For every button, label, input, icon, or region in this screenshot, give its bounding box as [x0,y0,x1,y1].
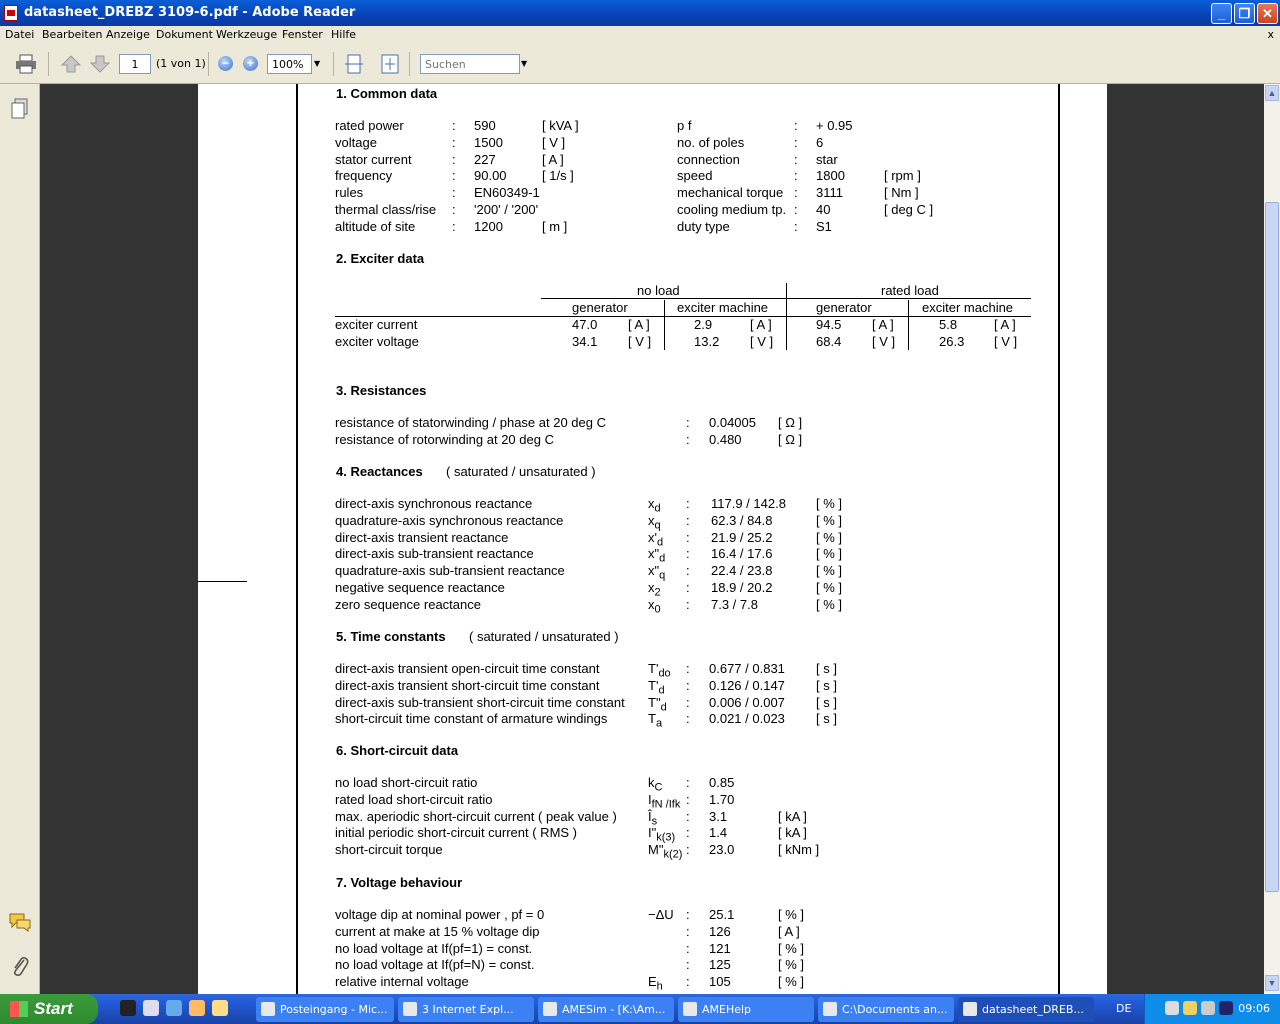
task-amehelp[interactable]: AMEHelp [678,997,814,1022]
parameter-label: no load voltage at If(pf=N) = const. [335,957,535,973]
exciter-value: 2.9 [694,317,713,332]
parameter-label: no load short-circuit ratio [335,775,478,790]
search-input[interactable] [420,54,520,74]
parameter-symbol [648,842,682,863]
zoom-input[interactable] [267,54,312,74]
resistance-unit: [ Ω ] [778,432,803,447]
parameter-label: initial periodic short-circuit current ( RMS ) [335,825,578,841]
spec-separator: : [794,151,798,167]
parameter-label: direct-axis transient short-circuit time constant [335,677,600,693]
spec-value: '200' / '200' [474,202,539,217]
parameter-value: 0.85 [709,775,735,790]
symbol-subscript: fk [671,798,681,811]
amehelp-icon [683,1002,697,1016]
symbol-text: T" [648,694,661,710]
exciter-value: 13.2 [694,334,720,349]
symbol-text: I" [648,825,657,841]
spec-unit: [ kVA ] [542,118,579,133]
symbol-subscript: d [654,502,661,515]
spec-value: EN60349-1 [474,185,540,201]
symbol-subscript: k(2) [663,848,683,861]
symbol-text: I [648,791,652,807]
parameter-unit: [ % ] [778,957,805,973]
zoom-dropdown-icon[interactable]: ▼ [314,59,321,68]
symbol-text: T' [648,661,659,676]
symbol-subscript: do [658,667,671,680]
section-heading: 7. Voltage behaviour [336,875,463,890]
parameter-unit: [ % ] [816,580,843,595]
generator-header: generator [816,300,872,315]
document-close-icon[interactable]: x [1267,28,1274,41]
scroll-thumb[interactable] [1265,202,1279,892]
parameter-separator: : [686,496,690,511]
spec-label: no. of poles [677,134,745,150]
resistance-value: 0.04005 [709,415,756,430]
parameter-label: direct-axis synchronous reactance [335,496,533,511]
symbol-text: E [648,974,657,990]
parameter-label: direct-axis sub-transient reactance [335,546,534,562]
page-count-label: (1 von 1) [156,57,206,70]
toolbar-separator [333,52,334,76]
spec-label: connection [677,151,740,167]
spec-unit: [ Nm ] [884,185,919,201]
exciter-row-label: exciter current [335,317,418,332]
scroll-up-icon[interactable]: ▲ [1265,85,1279,101]
menu-datei[interactable]: Datei [5,28,35,41]
task-internet-explorer[interactable]: 3 Internet Expl... [398,997,534,1022]
spec-value: star [816,151,838,167]
parameter-unit: [ % ] [816,529,843,545]
parameter-separator: : [686,974,690,990]
symbol-subscript: q [659,569,666,582]
section-note: ( saturated / unsaturated ) [469,629,619,644]
task-amesim[interactable]: AMESim - [K:\Am... [538,997,674,1022]
attachments-icon[interactable] [10,954,30,978]
exciter-value: 94.5 [816,317,842,332]
parameter-unit: [ % ] [778,907,805,922]
scroll-down-icon[interactable]: ▼ [1265,975,1279,991]
parameter-separator: : [686,711,690,727]
parameter-separator: : [686,825,690,841]
spec-label: rules [335,185,364,201]
exciter-unit: [ V ] [628,334,652,349]
symbol-text: x [648,496,655,511]
parameter-label: direct-axis sub-transient short-circuit time constant [335,694,625,710]
parameter-separator: : [686,957,690,973]
fit-width-icon[interactable] [379,54,401,74]
symbol-subscript: fN /I [651,798,672,811]
toolbar [0,44,1280,84]
internet-explorer-icon[interactable] [166,1000,182,1016]
parameter-label: voltage dip at nominal power , pf = 0 [335,907,545,922]
spec-value: 590 [474,118,496,133]
parameter-unit: [ s ] [816,694,837,710]
spec-separator: : [794,168,798,184]
parameter-value: 1.4 [709,825,728,841]
symbol-subscript: h [656,980,663,993]
zoom-in-icon[interactable]: + [243,56,258,71]
section-heading: 1. Common data [336,86,438,101]
parameter-unit: [ % ] [816,546,843,562]
spec-value: 227 [474,151,496,167]
toolbar-separator [208,52,209,76]
parameter-separator: : [686,563,690,579]
parameter-unit: [ % ] [778,974,805,990]
tray-icon[interactable] [1183,1001,1197,1015]
resistance-separator: : [686,432,690,447]
spec-value: 3111 [816,185,843,201]
spec-separator: : [794,185,798,201]
parameter-value: 125 [709,957,731,973]
spec-separator: : [452,118,456,133]
symbol-text: x [648,512,655,528]
spec-separator: : [794,202,798,217]
symbol-subscript: q [654,519,661,532]
exciter-value: 26.3 [939,334,965,349]
page-number-input[interactable] [119,54,151,74]
resistance-label: resistance of rotorwinding at 20 deg C [335,432,554,447]
spec-unit: [ deg C ] [884,202,934,217]
parameter-unit: [ % ] [816,563,843,579]
spec-separator: : [452,134,456,150]
menu-dokument[interactable]: Dokument [156,28,213,41]
section-heading: 4. Reactances [336,464,423,479]
spec-separator: : [452,151,456,167]
spec-label: duty type [677,218,730,234]
network-icon[interactable] [1165,1001,1179,1015]
parameter-label: no load voltage at If(pf=1) = const. [335,940,533,956]
exciter-unit: [ A ] [628,317,650,332]
symbol-subscript: s [651,815,658,828]
exciter-unit: [ V ] [872,334,896,349]
parameter-label: direct-axis transient reactance [335,529,509,545]
column-rule [664,300,665,350]
audio-icon[interactable] [1219,1001,1233,1015]
task-documents-folder[interactable]: C:\Documents an... [818,997,954,1022]
folder-icon [823,1002,837,1016]
spec-separator: : [452,185,456,201]
task-outlook[interactable]: Posteingang - Mic... [256,997,394,1022]
symbol-text: k [648,775,655,790]
parameter-value: 16.4 / 17.6 [711,546,773,562]
parameter-unit: [ % ] [816,496,843,511]
zoom-out-icon[interactable]: − [218,56,233,71]
cmd-icon[interactable] [120,1000,136,1016]
parameter-unit: [ s ] [816,677,837,693]
parameter-separator: : [686,580,690,595]
parameter-label: relative internal voltage [335,974,469,990]
parameter-value: 3.1 [709,808,728,824]
symbol-text: x [648,596,655,612]
spec-value: 1800 [816,168,845,184]
resistance-label: resistance of statorwinding / phase at 20 deg C [335,415,606,430]
symbol-text: −ΔU [648,907,674,922]
close-button[interactable]: ✕ [1257,3,1278,24]
parameter-unit: [ kA ] [778,825,807,841]
symbol-text: x" [648,563,660,579]
parameter-unit: [ A ] [778,923,800,939]
spec-separator: : [794,118,798,133]
symbol-text: T [648,711,656,727]
parameter-value: 25.1 [709,907,735,922]
parameter-value: 0.126 / 0.147 [709,677,785,693]
pdf-page [198,84,1107,994]
menu-bar [0,26,1280,44]
spec-separator: : [794,134,798,150]
symbol-subscript: a [655,717,663,730]
parameter-separator: : [686,808,690,824]
parameter-label: max. aperiodic short-circuit current ( peak value ) [335,808,617,824]
resistance-value: 0.480 [709,432,742,447]
spec-value: S1 [816,218,832,234]
search-dropdown-icon[interactable]: ▼ [521,59,528,68]
header-rule [335,316,1031,317]
spec-unit: [ rpm ] [884,168,921,184]
title-bar [0,0,1280,26]
task-adobe-reader[interactable]: datasheet_DREB... [958,997,1094,1022]
parameter-label: rated load short-circuit ratio [335,791,493,807]
spec-value: 1200 [474,218,503,234]
generator-header: generator [572,300,628,315]
parameter-symbol [648,597,661,618]
symbol-text: x" [648,546,660,562]
parameter-separator: : [686,842,690,858]
parameter-symbol [648,974,663,994]
section-heading: 6. Short-circuit data [336,743,459,758]
parameter-separator: : [686,791,690,807]
outlook-icon [261,1002,275,1016]
parameter-value: 117.9 / 142.8 [711,496,786,511]
parameter-label: negative sequence reactance [335,580,505,595]
symbol-subscript: d [658,684,665,697]
parameter-value: 7.3 / 7.8 [711,596,758,612]
symbol-text: x' [648,529,657,545]
symbol-text: x [648,580,655,595]
spec-separator: : [452,202,456,217]
exciter-value: 68.4 [816,334,842,349]
spec-label: cooling medium tp. [677,202,787,217]
column-rule [908,300,909,350]
spec-label: altitude of site [335,218,416,234]
display-icon[interactable] [1201,1001,1215,1015]
parameter-symbol [648,907,674,928]
parameter-separator: : [686,923,690,939]
parameter-unit: [ kNm ] [778,842,820,858]
next-page-icon[interactable] [89,54,111,74]
parameter-label: quadrature-axis sub-transient reactance [335,563,565,579]
minimize-button[interactable]: _ [1211,3,1232,24]
exciter-machine-header: exciter machine [677,300,769,315]
resistance-separator: : [686,415,690,430]
parameter-separator: : [686,907,690,922]
amesim-icon [543,1002,557,1016]
parameter-unit: [ s ] [816,711,837,727]
parameter-value: 23.0 [709,842,735,858]
parameter-separator: : [686,596,690,612]
parameter-value: 1.70 [709,791,735,807]
language-indicator[interactable]: DE [1116,1002,1132,1015]
toolbar-separator [409,52,410,76]
parameter-value: 0.006 / 0.007 [709,694,785,710]
exciter-value: 5.8 [939,317,958,332]
menu-anzeige[interactable]: Anzeige [106,28,150,41]
column-rule [786,283,787,350]
spec-label: speed [677,168,713,184]
parameter-value: 126 [709,923,731,939]
parameter-separator: : [686,661,690,676]
resistance-unit: [ Ω ] [778,415,803,430]
start-button[interactable]: Start [0,994,98,1024]
explorer-icon[interactable] [212,1000,228,1016]
toolbar-separator [48,52,49,76]
parameter-value: 0.021 / 0.023 [709,711,785,727]
parameter-value: 22.4 / 23.8 [711,563,773,579]
section-heading: 2. Exciter data [336,251,425,266]
spec-label: mechanical torque [677,185,784,201]
parameter-value: 121 [709,940,731,956]
outlook-icon[interactable] [189,1000,205,1016]
parameter-value: 21.9 / 25.2 [711,529,773,545]
symbol-text: Î [648,808,652,824]
parameter-label: direct-axis transient open-circuit time constant [335,661,600,676]
comments-icon[interactable] [8,912,32,932]
exciter-value: 47.0 [572,317,598,332]
symbol-subscript: k(3) [656,831,676,844]
spec-unit: [ m ] [542,218,568,234]
parameter-value: 105 [709,974,731,990]
parameter-separator: : [686,775,690,790]
spec-unit: [ A ] [542,151,564,167]
symbol-text: M" [648,842,664,858]
parameter-value: 18.9 / 20.2 [711,580,773,595]
parameter-label: short-circuit time constant of armature windings [335,711,608,727]
spec-label: thermal class/rise [335,202,437,217]
spec-separator: : [452,218,456,234]
symbol-subscript: d [659,552,666,565]
parameter-value: 62.3 / 84.8 [711,512,773,528]
page-mark [198,581,247,582]
vertical-scrollbar[interactable] [1264,84,1280,994]
spec-separator: : [452,168,456,184]
exciter-row-label: exciter voltage [335,334,419,349]
parameter-unit: [ % ] [816,596,843,612]
spec-value: 6 [816,134,824,150]
parameter-label: short-circuit torque [335,842,443,858]
clock: 09:06 [1238,1002,1270,1015]
spec-value: 1500 [474,134,503,150]
spec-value: + 0.95 [816,118,853,133]
parameter-separator: : [686,694,690,710]
parameter-label: current at make at 15 % voltage dip [335,923,540,939]
window-title: datasheet_DREBZ 3109-6.pdf - Adobe Reader [24,5,356,20]
no-load-header: no load [637,283,680,298]
exciter-unit: [ A ] [750,317,772,332]
restore-button[interactable]: ❐ [1234,3,1255,24]
menu-werkzeuge[interactable]: Werkzeuge [216,28,278,41]
parameter-separator: : [686,677,690,693]
exciter-unit: [ A ] [872,317,894,332]
exciter-unit: [ V ] [994,334,1018,349]
parameter-label: zero sequence reactance [335,596,481,612]
fit-page-icon[interactable] [343,54,365,74]
section-heading: 3. Resistances [336,383,427,398]
parameter-unit: [ % ] [778,940,805,956]
spec-label: rated power [335,118,404,133]
parameter-separator: : [686,512,690,528]
spec-label: p f [677,118,692,133]
pdf-icon [963,1002,977,1016]
spec-label: frequency [335,168,393,184]
spec-value: 40 [816,202,831,217]
ie-settings-icon[interactable] [143,1000,159,1016]
section-heading: 5. Time constants [336,629,446,644]
symbol-text: T' [648,677,659,693]
exciter-unit: [ V ] [750,334,774,349]
parameter-label: quadrature-axis synchronous reactance [335,512,564,528]
parameter-unit: [ % ] [816,512,843,528]
spec-separator: : [794,218,798,234]
menu-hilfe[interactable]: Hilfe [331,28,357,41]
symbol-subscript: 2 [654,586,661,599]
previous-page-icon[interactable] [60,54,82,74]
exciter-unit: [ A ] [994,317,1016,332]
internet-explorer-icon [403,1002,417,1016]
spec-value: 90.00 [474,168,507,184]
print-icon[interactable] [15,54,37,74]
parameter-unit: [ kA ] [778,808,807,824]
pages-icon[interactable] [10,98,30,120]
menu-bearbeiten[interactable]: Bearbeiten [42,28,103,41]
symbol-subscript: d [660,701,667,714]
spec-label: stator current [335,151,412,167]
menu-fenster[interactable]: Fenster [282,28,323,41]
exciter-value: 34.1 [572,334,598,349]
taskbar [0,994,1280,1024]
parameter-unit: [ s ] [816,661,837,676]
navigation-panel [0,84,40,994]
exciter-machine-header: exciter machine [922,300,1014,315]
parameter-symbol [648,711,662,732]
parameter-separator: : [686,546,690,562]
symbol-subscript: 0 [654,603,661,616]
spec-unit: [ V ] [542,134,566,150]
spec-unit: [ 1/s ] [542,168,574,184]
section-note: ( saturated / unsaturated ) [446,464,596,479]
parameter-separator: : [686,940,690,956]
parameter-value: 0.677 / 0.831 [709,661,785,676]
system-tray [1144,994,1280,1024]
symbol-subscript: C [654,781,663,794]
symbol-subscript: d [656,536,664,549]
pdf-icon [4,5,18,21]
parameter-separator: : [686,529,690,545]
spec-label: voltage [335,134,377,150]
rated-load-header: rated load [881,283,939,298]
